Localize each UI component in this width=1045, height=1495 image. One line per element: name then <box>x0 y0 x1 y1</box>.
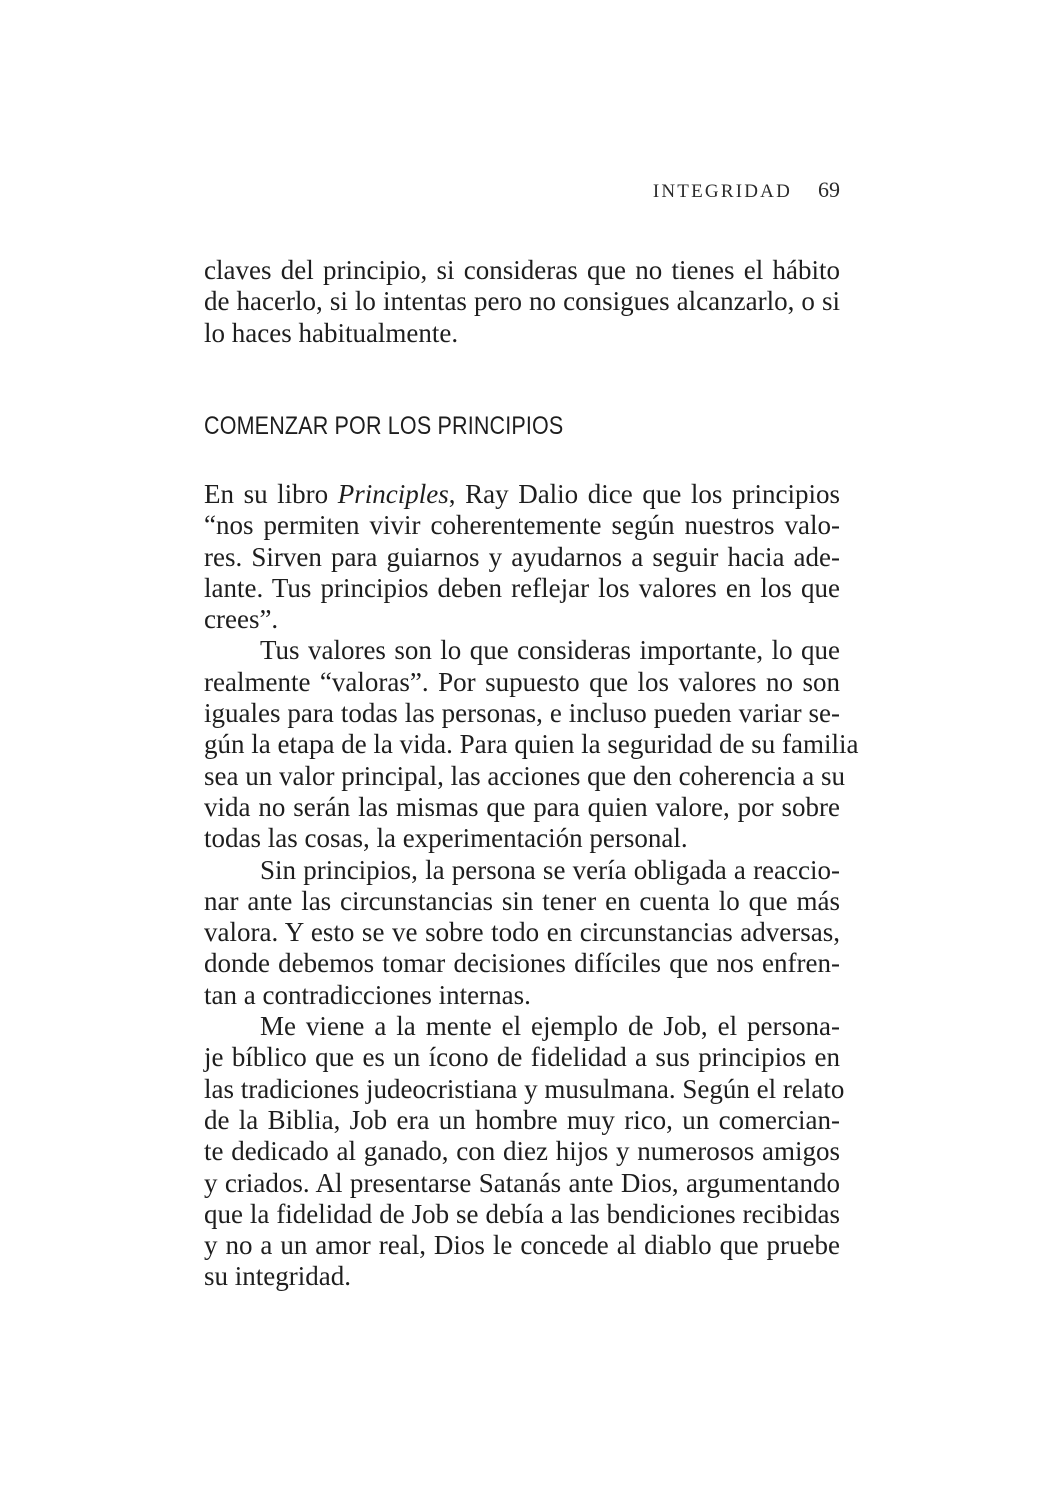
text-line: y no a un amor real, Dios le concede al diablo que pruebe <box>204 1230 840 1261</box>
running-head-title: INTEGRIDAD <box>652 181 792 202</box>
text-line: Tus valores son lo que consideras importante, lo que <box>260 635 840 666</box>
text-line: “nos permiten vivir coherentemente según nuestros valo- <box>204 510 840 541</box>
text-line: te dedicado al ganado, con diez hijos y numerosos amigos <box>204 1136 840 1167</box>
text-line: de hacerlo, si lo intentas pero no consigues alcanzarlo, o si <box>204 286 840 317</box>
text-line <box>204 479 840 510</box>
text-line: Me viene a la mente el ejemplo de Job, el persona- <box>260 1011 840 1042</box>
text-line: de la Biblia, Job era un hombre muy rico, un comercian- <box>204 1104 840 1135</box>
text-line: claves del principio, si consideras que no tienes el hábito <box>204 255 840 285</box>
running-head <box>653 177 840 203</box>
text-line: realmente “valoras”. Por supuesto que los valores no son <box>204 666 840 697</box>
continuation-paragraph <box>204 255 840 349</box>
text-line: y criados. Al presentarse Satanás ante Dios, argumentando <box>204 1167 840 1198</box>
section-heading: COMENZAR POR LOS PRINCIPIOS <box>204 412 564 440</box>
paragraph-2 <box>204 635 859 854</box>
text-line: gún la etapa de la vida. Para quien la seguridad de su familia <box>204 729 859 760</box>
text-line: su integridad. <box>204 1261 351 1292</box>
text-line: lo haces habitualmente. <box>204 317 459 348</box>
paragraph-3 <box>204 855 840 1011</box>
text-line: que la fidelidad de Job se debía a las bendiciones recibidas <box>204 1198 840 1229</box>
text-line: res. Sirven para guiarnos y ayudarnos a seguir hacia ade- <box>204 541 840 572</box>
text-line: sea un valor principal, las acciones que den coherencia a su <box>204 760 845 791</box>
text-line: lante. Tus principios deben reflejar los valores en los que <box>204 572 840 603</box>
text-line: crees”. <box>204 604 279 635</box>
text-line: Sin principios, la persona se vería obligada a reaccio- <box>260 854 840 885</box>
page-number: 69 <box>818 177 840 202</box>
text-line: donde debemos tomar decisiones difíciles que nos enfren- <box>204 948 840 979</box>
text-line: las tradiciones judeocristiana y musulmana. Según el relato <box>204 1073 845 1104</box>
text-line: je bíblico que es un ícono de fidelidad a sus principios en <box>204 1042 840 1073</box>
book-title: Principles <box>337 479 449 509</box>
text-line: tan a contradicciones internas. <box>204 979 531 1010</box>
text-run: , Ray Dalio dice que los principios <box>448 479 840 509</box>
paragraph-1 <box>204 479 840 635</box>
text-line: vida no serán las mismas que para quien valore, por sobre <box>204 791 840 822</box>
text-line: todas las cosas, la experimentación personal. <box>204 823 688 854</box>
text-line: iguales para todas las personas, e incluso pueden variar se- <box>204 698 840 729</box>
text-line: nar ante las circunstancias sin tener en cuenta lo que más <box>204 885 840 916</box>
text-line: valora. Y esto se ve sobre todo en circunstancias adversas, <box>204 917 840 948</box>
paragraph-4 <box>204 1011 845 1293</box>
text-run: En su libro <box>204 479 338 509</box>
section-body <box>204 479 859 1293</box>
